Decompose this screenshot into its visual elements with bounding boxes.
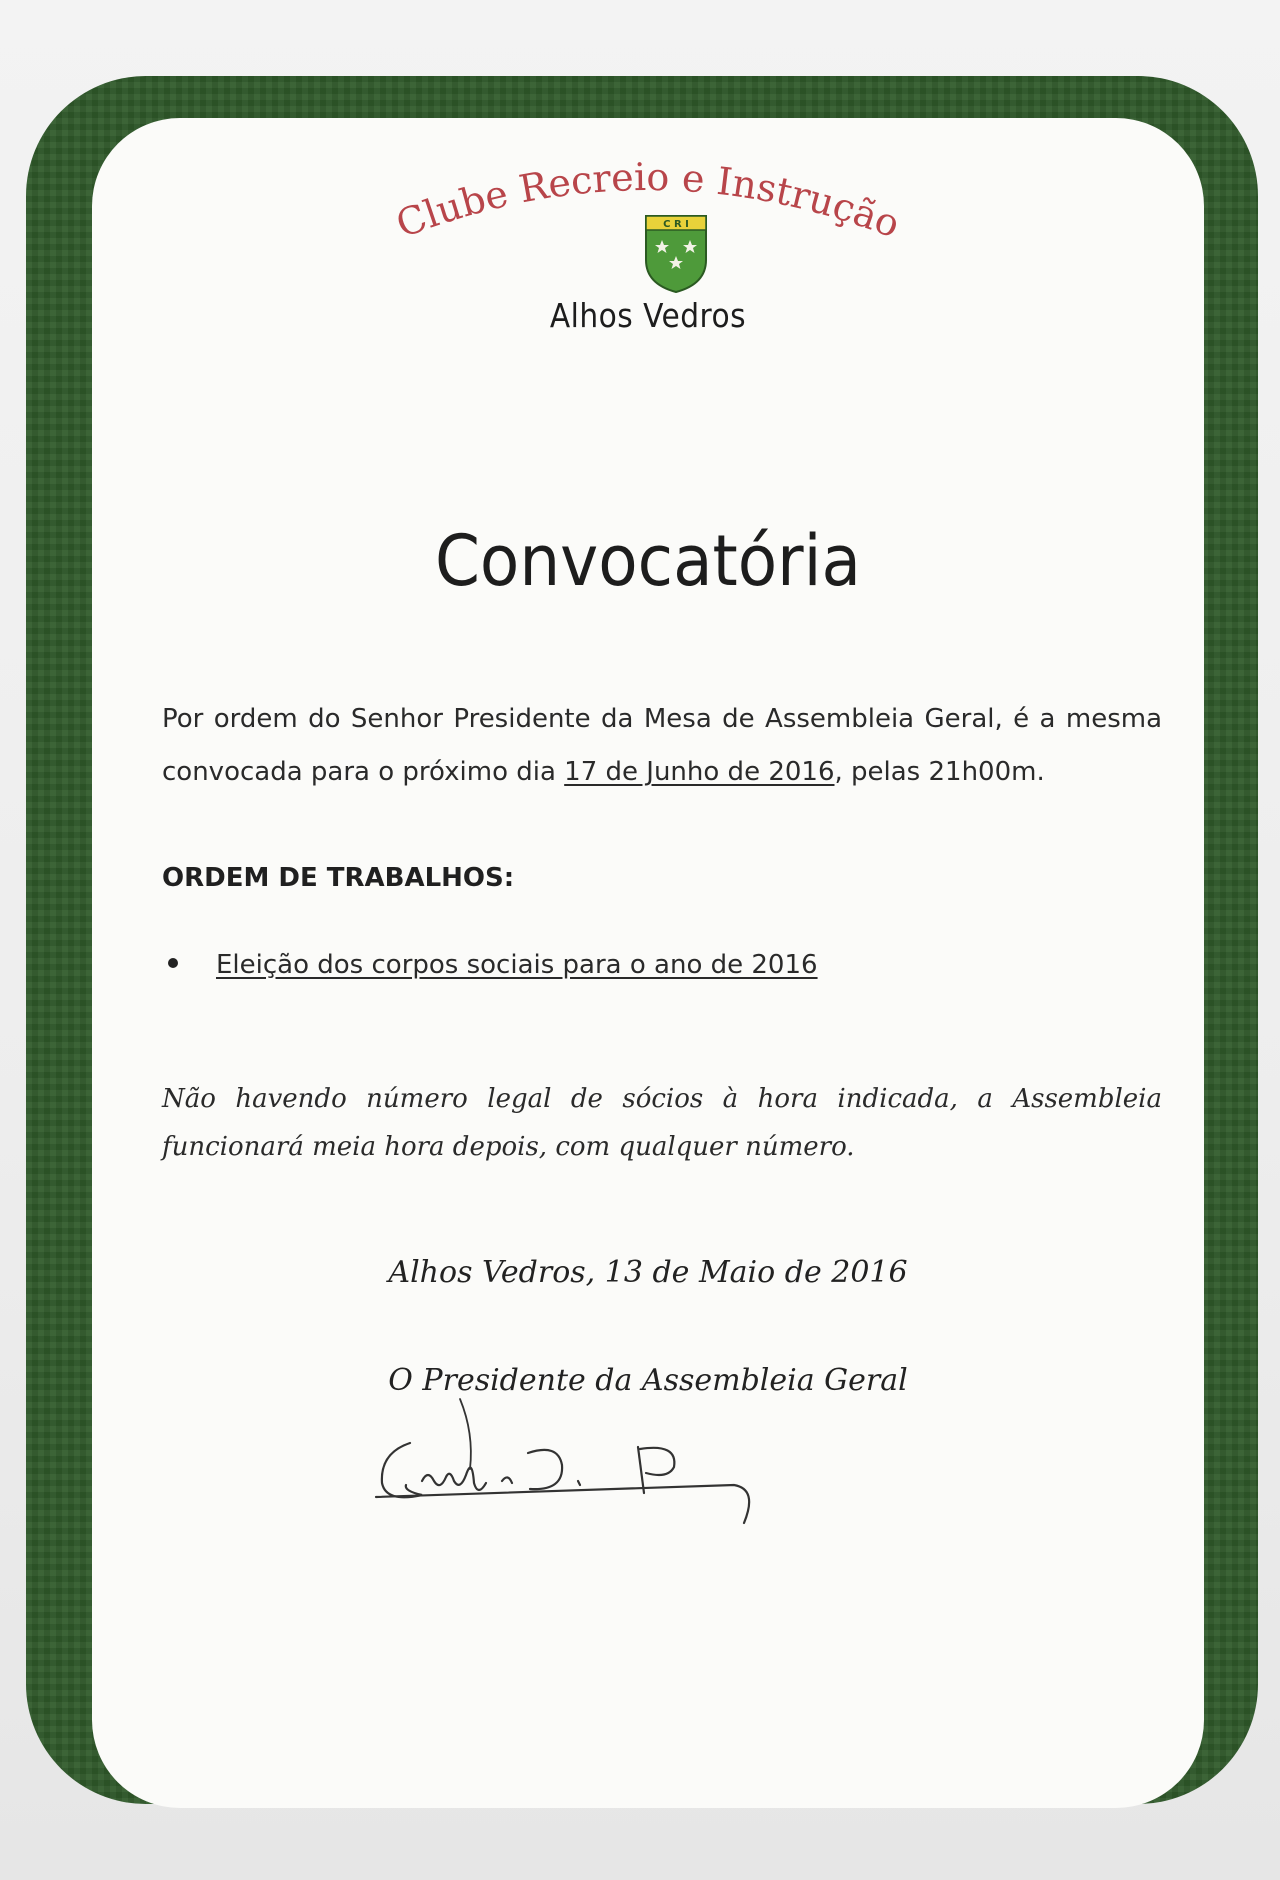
convocation-paragraph — [162, 693, 1162, 799]
handwritten-signature — [362, 1373, 762, 1533]
town-name: Alhos Vedros — [549, 296, 747, 335]
place-and-date: Alhos Vedros, 13 de Maio de 2016 — [388, 1255, 908, 1290]
agenda-heading: ORDEM DE TRABALHOS: — [162, 863, 515, 893]
document-title: Convocatória — [434, 520, 862, 602]
intro-text-start: Por ordem do Senhor Presidente da Mesa de Assembleia Geral, é a mesma convocada para o próximo dia — [162, 704, 1162, 787]
agenda-item — [162, 950, 818, 980]
signer-title: O Presidente da Assembleia Geral — [388, 1363, 908, 1398]
bullet-icon — [168, 958, 178, 968]
meeting-date: 17 de Junho de 2016 — [564, 757, 835, 787]
crest-initials: C R I — [663, 219, 689, 230]
club-crest-icon — [644, 214, 708, 294]
agenda-item-text: Eleição dos corpos sociais para o ano de 2016 — [216, 950, 818, 980]
agenda-list — [162, 950, 818, 980]
document-panel — [92, 118, 1204, 1808]
quorum-note: Não havendo número legal de sócios à hora indicada, a Assembleia funcionará meia hora depois, com qualquer número. — [162, 1084, 1162, 1162]
club-name-text: Clube Recreio e Instrução — [390, 158, 906, 247]
intro-text-end: , pelas 21h00m. — [834, 757, 1045, 787]
